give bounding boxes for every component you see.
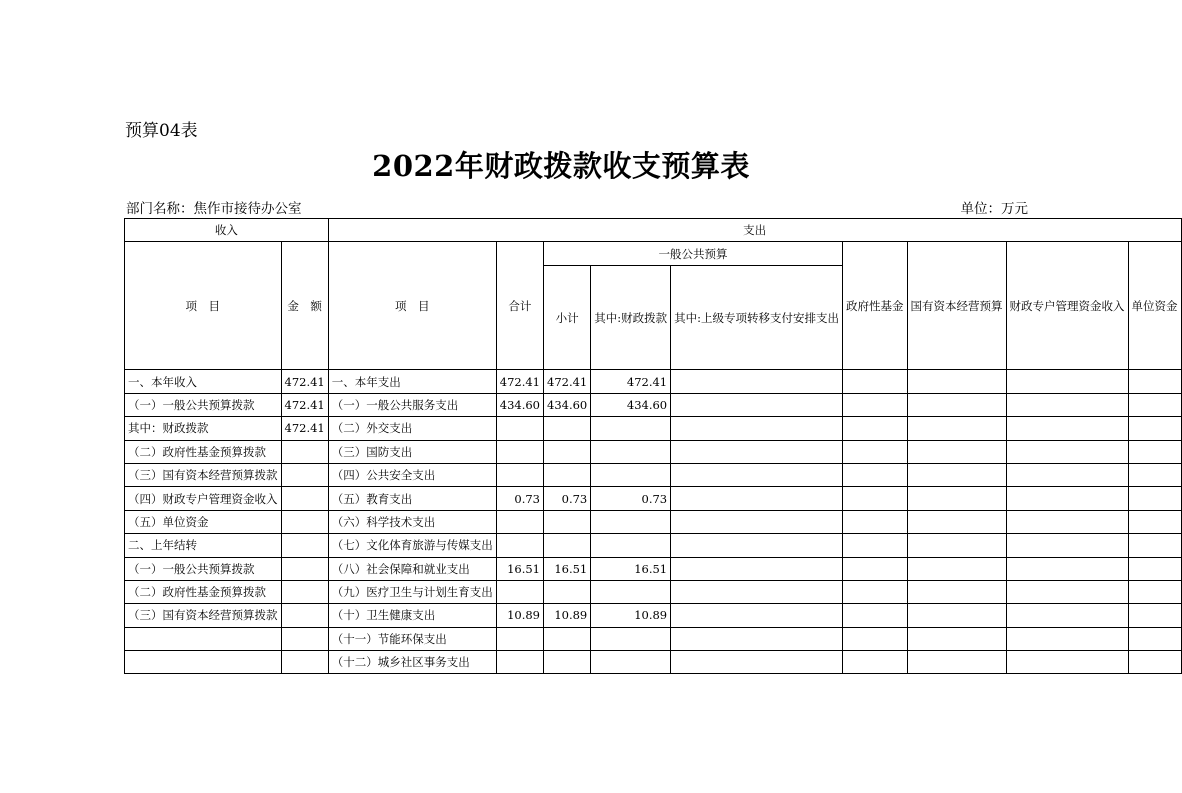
- unit-funds-cell: [1128, 393, 1181, 416]
- gov-fund-cell: [843, 604, 908, 627]
- transfer-cell: [671, 417, 843, 440]
- income-item-cell: （二）政府性基金预算拨款: [125, 440, 282, 463]
- income-amount-cell: [281, 534, 328, 557]
- transfer-cell: [671, 393, 843, 416]
- income-amount-cell: [281, 487, 328, 510]
- general-budget-header: 一般公共预算: [544, 242, 843, 266]
- income-item-cell: （四）财政专户管理资金收入: [125, 487, 282, 510]
- gov-fund-cell: [843, 557, 908, 580]
- gov-fund-cell: [843, 417, 908, 440]
- transfer-cell: [671, 580, 843, 603]
- department-name: 部门名称：焦作市接待办公室: [126, 201, 302, 217]
- total-cell: [496, 463, 543, 486]
- income-item-cell: （一）一般公共预算拨款: [125, 393, 282, 416]
- fiscal-cell: [591, 417, 671, 440]
- subtotal-cell: [544, 463, 591, 486]
- gov-fund-cell: [843, 463, 908, 486]
- state-capital-cell: [907, 393, 1006, 416]
- state-capital-cell: [907, 510, 1006, 533]
- transfer-cell: [671, 487, 843, 510]
- unit-funds-cell: [1128, 604, 1181, 627]
- page-title: 2022年财政拨款收支预算表: [372, 149, 750, 183]
- unit-funds-cell: [1128, 627, 1181, 650]
- gov-fund-cell: [843, 627, 908, 650]
- table-row: [125, 393, 1182, 416]
- total-cell: [496, 440, 543, 463]
- subtotal-cell: [544, 580, 591, 603]
- unit-funds-cell: [1128, 534, 1181, 557]
- state-capital-cell: [907, 604, 1006, 627]
- subtotal-header: 小计: [544, 266, 591, 370]
- expense-item-cell: （十一）节能环保支出: [328, 627, 496, 650]
- unit-funds-cell: [1128, 557, 1181, 580]
- income-item-cell: （一）一般公共预算拨款: [125, 557, 282, 580]
- income-item-cell: （五）单位资金: [125, 510, 282, 533]
- expense-item-header: 项 目: [328, 242, 496, 370]
- expense-item-cell: （四）公共安全支出: [328, 463, 496, 486]
- state-capital-cell: [907, 487, 1006, 510]
- state-capital-cell: [907, 534, 1006, 557]
- state-capital-cell: [907, 440, 1006, 463]
- subtotal-cell: 0.73: [544, 487, 591, 510]
- subtotal-cell: [544, 627, 591, 650]
- transfer-cell: [671, 463, 843, 486]
- total-cell: [496, 651, 543, 674]
- fiscal-cell: [591, 440, 671, 463]
- income-item-cell: [125, 627, 282, 650]
- total-cell: [496, 510, 543, 533]
- fiscal-cell: [591, 627, 671, 650]
- fiscal-cell: 16.51: [591, 557, 671, 580]
- special-account-cell: [1006, 604, 1128, 627]
- table-row: [125, 627, 1182, 650]
- fiscal-cell: [591, 580, 671, 603]
- unit-funds-cell: [1128, 440, 1181, 463]
- gov-fund-cell: [843, 440, 908, 463]
- unit-funds-cell: [1128, 510, 1181, 533]
- gov-fund-cell: [843, 393, 908, 416]
- fiscal-cell: [591, 534, 671, 557]
- income-amount-cell: 472.41: [281, 370, 328, 393]
- expense-item-cell: （八）社会保障和就业支出: [328, 557, 496, 580]
- gov-fund-cell: [843, 580, 908, 603]
- state-capital-cell: [907, 463, 1006, 486]
- fiscal-cell: 10.89: [591, 604, 671, 627]
- expense-item-cell: （七）文化体育旅游与传媒支出: [328, 534, 496, 557]
- income-amount-cell: 472.41: [281, 417, 328, 440]
- income-item-cell: （二）政府性基金预算拨款: [125, 580, 282, 603]
- special-account-cell: [1006, 580, 1128, 603]
- special-account-cell: [1006, 627, 1128, 650]
- special-account-cell: [1006, 510, 1128, 533]
- gov-fund-cell: [843, 534, 908, 557]
- total-cell: [496, 580, 543, 603]
- subtotal-cell: 434.60: [544, 393, 591, 416]
- income-group-header: 收入: [125, 219, 329, 242]
- total-cell: 0.73: [496, 487, 543, 510]
- fiscal-header: 其中:财政拨款: [591, 266, 671, 370]
- fiscal-cell: [591, 651, 671, 674]
- unit-funds-cell: [1128, 463, 1181, 486]
- state-capital-cell: [907, 651, 1006, 674]
- state-capital-header: 国有资本经营预算: [907, 242, 1006, 370]
- fiscal-cell: 0.73: [591, 487, 671, 510]
- state-capital-cell: [907, 370, 1006, 393]
- total-cell: [496, 627, 543, 650]
- income-amount-cell: [281, 627, 328, 650]
- table-row: [125, 604, 1182, 627]
- special-account-cell: [1006, 487, 1128, 510]
- gov-fund-cell: [843, 651, 908, 674]
- total-header: 合计: [496, 242, 543, 370]
- special-account-cell: [1006, 440, 1128, 463]
- transfer-cell: [671, 627, 843, 650]
- special-account-cell: [1006, 651, 1128, 674]
- income-amount-cell: [281, 510, 328, 533]
- expense-item-cell: （六）科学技术支出: [328, 510, 496, 533]
- expense-item-cell: 一、本年支出: [328, 370, 496, 393]
- table-row: [125, 463, 1182, 486]
- transfer-cell: [671, 510, 843, 533]
- income-amount-cell: [281, 580, 328, 603]
- subtotal-cell: [544, 510, 591, 533]
- total-cell: [496, 534, 543, 557]
- expense-item-cell: （十二）城乡社区事务支出: [328, 651, 496, 674]
- income-amount-header: 金 额: [281, 242, 328, 370]
- income-amount-cell: [281, 440, 328, 463]
- transfer-cell: [671, 604, 843, 627]
- gov-fund-cell: [843, 487, 908, 510]
- fiscal-cell: [591, 510, 671, 533]
- income-amount-cell: 472.41: [281, 393, 328, 416]
- income-item-header: 项 目: [125, 242, 282, 370]
- expense-group-header: 支出: [328, 219, 1181, 242]
- special-account-cell: [1006, 393, 1128, 416]
- table-row: [125, 534, 1182, 557]
- state-capital-cell: [907, 580, 1006, 603]
- state-capital-cell: [907, 417, 1006, 440]
- special-account-cell: [1006, 534, 1128, 557]
- income-item-cell: （三）国有资本经营预算拨款: [125, 604, 282, 627]
- income-item-cell: 一、本年收入: [125, 370, 282, 393]
- table-row: [125, 487, 1182, 510]
- subtotal-cell: [544, 417, 591, 440]
- special-account-cell: [1006, 417, 1128, 440]
- income-amount-cell: [281, 463, 328, 486]
- expense-item-cell: （九）医疗卫生与计划生育支出: [328, 580, 496, 603]
- gov-fund-cell: [843, 510, 908, 533]
- fiscal-cell: [591, 463, 671, 486]
- fiscal-cell: 434.60: [591, 393, 671, 416]
- subtotal-cell: [544, 440, 591, 463]
- gov-fund-header: 政府性基金: [843, 242, 908, 370]
- form-code: 预算04表: [125, 121, 198, 141]
- subtotal-cell: [544, 534, 591, 557]
- expense-item-cell: （十）卫生健康支出: [328, 604, 496, 627]
- transfer-cell: [671, 557, 843, 580]
- unit-funds-cell: [1128, 417, 1181, 440]
- income-item-cell: [125, 651, 282, 674]
- income-amount-cell: [281, 604, 328, 627]
- income-item-cell: （三）国有资本经营预算拨款: [125, 463, 282, 486]
- transfer-cell: [671, 370, 843, 393]
- income-amount-cell: [281, 557, 328, 580]
- unit-funds-cell: [1128, 580, 1181, 603]
- total-cell: 434.60: [496, 393, 543, 416]
- unit-funds-cell: [1128, 651, 1181, 674]
- subtotal-cell: 10.89: [544, 604, 591, 627]
- income-amount-cell: [281, 651, 328, 674]
- budget-table: [124, 218, 1182, 674]
- transfer-cell: [671, 534, 843, 557]
- unit-funds-cell: [1128, 370, 1181, 393]
- transfer-cell: [671, 651, 843, 674]
- table-row: [125, 417, 1182, 440]
- subtotal-cell: 472.41: [544, 370, 591, 393]
- special-account-cell: [1006, 557, 1128, 580]
- table-row: [125, 580, 1182, 603]
- income-item-cell: 二、上年结转: [125, 534, 282, 557]
- gov-fund-cell: [843, 370, 908, 393]
- state-capital-cell: [907, 627, 1006, 650]
- unit-funds-header: 单位资金: [1128, 242, 1181, 370]
- table-row: [125, 510, 1182, 533]
- subtotal-cell: [544, 651, 591, 674]
- unit-funds-cell: [1128, 487, 1181, 510]
- expense-item-cell: （五）教育支出: [328, 487, 496, 510]
- expense-item-cell: （一）一般公共服务支出: [328, 393, 496, 416]
- transfer-header: 其中:上级专项转移支付安排支出: [671, 266, 843, 370]
- table-row: [125, 557, 1182, 580]
- unit-label: 单位：万元: [960, 201, 1028, 217]
- total-cell: 16.51: [496, 557, 543, 580]
- special-account-cell: [1006, 463, 1128, 486]
- special-account-header: 财政专户管理资金收入: [1006, 242, 1128, 370]
- table-row: [125, 440, 1182, 463]
- table-row: [125, 651, 1182, 674]
- fiscal-cell: 472.41: [591, 370, 671, 393]
- total-cell: 472.41: [496, 370, 543, 393]
- expense-item-cell: （二）外交支出: [328, 417, 496, 440]
- expense-item-cell: （三）国防支出: [328, 440, 496, 463]
- state-capital-cell: [907, 557, 1006, 580]
- transfer-cell: [671, 440, 843, 463]
- special-account-cell: [1006, 370, 1128, 393]
- total-cell: [496, 417, 543, 440]
- total-cell: 10.89: [496, 604, 543, 627]
- table-row: [125, 370, 1182, 393]
- subtotal-cell: 16.51: [544, 557, 591, 580]
- income-item-cell: 其中：财政拨款: [125, 417, 282, 440]
